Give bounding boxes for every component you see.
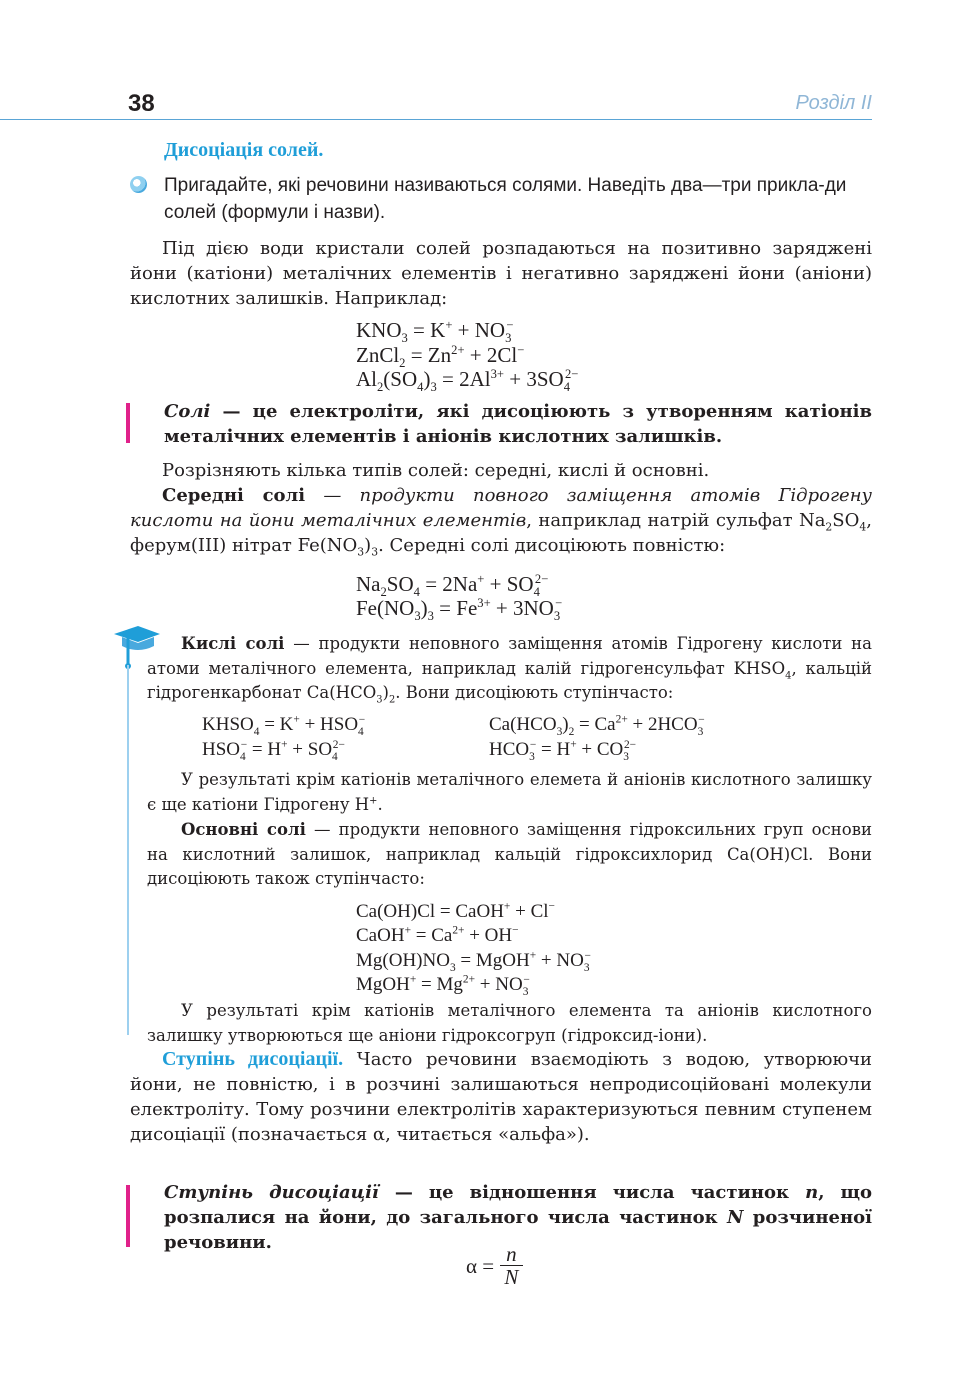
basic-salts-result: У результаті крім катіонів металічного елемента та аніонів кислотного залишку утворюються ще аніони гідроксогруп (гідроксид-іони). (147, 1001, 872, 1045)
medium-salts-text-b: , ферум(ІІІ) нітрат (130, 510, 872, 556)
definition-marker-2 (126, 1185, 130, 1247)
bullet-circle-icon (130, 176, 147, 193)
acid-salts-result: У результаті крім катіонів металічного елемета й аніонів кислотного залишку є ще катіони Гідрогену H+. (147, 770, 872, 814)
formula-na2so4: $Na_2SO_4 = 2Na^+ + SO_4^{2-}$ (356, 572, 549, 600)
section-title: Розділ ІІ (795, 92, 872, 114)
formula-cahco32: $Ca(HCO_3)_2 = Ca^{2+} + 2HCO_3^-$ (489, 713, 705, 738)
formula-hso4: $HSO_4^- = H^+ + SO_4^{2-}$ (202, 738, 345, 763)
symbol-N: N (726, 1207, 744, 1228)
symbol-n: n (805, 1182, 819, 1203)
acid-salts-paragraph: Кислі солі — продукти неповного заміщення атомів Гідрогену кислоти на атоми металічного елемента, наприклад калій гідрогенсульфат $KHSO_4$, кальцій гідрогенкарбонат $Ca(HCO_3)_2$. Вони дисоціюють ступінчасто: (147, 634, 873, 706)
formula-caohcl: Ca(OH)Cl = CaOH+ + Cl− (356, 900, 555, 922)
alpha-fraction (500, 1243, 523, 1288)
degree-definition-text-b: , що розпалися на йони, до загального числа частинок (164, 1182, 872, 1228)
basic-salts-term: Основні солі (181, 820, 306, 839)
basic-salts-paragraph: Основні солі — продукти неповного заміщення гідроксильних груп основи на кислотний залишок, наприклад кальцій гідроксихлорид Ca(OH)Cl. Вони дисоціюють також ступінчасто: (147, 820, 872, 888)
degree-heading: Ступінь дисоціації. (162, 1048, 344, 1070)
formula-caoh: CaOH+ = $Ca^{2+} + OH^-$ (356, 924, 519, 946)
formula-kno3: $KNO_3 = K^+ + NO_3^-$ (356, 318, 514, 346)
definition-term: Солі (164, 401, 211, 422)
formula-feno33: $Fe(NO_3)_3 = Fe^{3+} + 3NO_3^-$ (356, 596, 563, 624)
formula-mgohno3: $Mg(OH)NO_3$ = MgOH+ + $NO_3^-$ (356, 949, 591, 974)
fraction-denominator: N (504, 1265, 519, 1289)
formula-mgoh: MgOH+ = $Mg^{2+} + NO_3^-$ (356, 973, 530, 998)
salts-heading: Дисоціація солей. (164, 139, 324, 161)
degree-definition-text-a: — це відношення числа частинок (378, 1182, 806, 1203)
page-number: 38 (128, 90, 155, 117)
definition-text: — це електроліти, які дисоціюють з утворенням катіонів металічних елементів і аніонів кислотних залишків. (164, 401, 872, 447)
medium-salts-term: Середні солі (162, 485, 306, 506)
formula-khso4: $KHSO_4 = K^+ + HSO_4^-$ (202, 713, 366, 738)
salts-definition (164, 399, 872, 449)
fraction-numerator: n (500, 1243, 523, 1266)
header-rule (0, 119, 872, 120)
formula-al2so43: $Al_2(SO_4)_3 = 2Al^{3+} + 3SO_4^{2-}$ (356, 367, 579, 395)
medium-salts-text-c: . Середні солі дисоціюють повністю: (378, 535, 726, 556)
formula-hco3: $HCO_3^- = H^+ + CO_3^{2-}$ (489, 738, 637, 763)
alpha-formula (466, 1243, 523, 1288)
acid-salts-result-text: У результаті крім катіонів металічного елемета й аніонів кислотного залишку є ще катіони Гідрогену (147, 770, 872, 814)
alpha-formula-lhs: α = (466, 1253, 495, 1278)
medium-salts-paragraph: Середні солі — продукти повного заміщення атомів Гідрогену кислоти на йони металічних елементів, наприклад натрій сульфат $Na_2SO_4$, ферум(ІІІ) нітрат $Fe(NO_3)_3$. Середні солі дисоціюють повністю: (130, 485, 872, 559)
salt-types: Розрізняють кілька типів солей: середні, кислі й основні. (162, 460, 710, 481)
acid-salts-text-a: — продукти неповного заміщення атомів Гідрогену кислоти на атоми металічного елемента, наприклад калій гідрогенсульфат (147, 634, 872, 678)
acid-salts-term: Кислі солі (181, 634, 285, 653)
medium-salts-text-a: , наприклад натрій сульфат (526, 510, 799, 531)
degree-paragraph (130, 1047, 872, 1147)
reminder-text: Пригадайте, які речовини називаються солями. Наведіть два—три прикла-ди солей (формули і назви). (164, 175, 847, 223)
degree-text-a: Часто речовини взаємодіють з водою, утворюючи йони, не повністю, і в розчині залишаються непродисоційовані молекули електроліту. Тому розчини електролітів характеризуються певним ступенем дисоціації (позначається (130, 1049, 873, 1145)
formula-zncl2: ZnCl$_2$ = $Zn^{2+} + 2Cl^-$ (356, 343, 525, 371)
supplement-side-line (127, 665, 129, 1035)
acid-salts-text-c: . Вони дисоціюють ступінчасто: (395, 683, 674, 702)
alpha-symbol: α (372, 1124, 386, 1145)
basic-salts-text-a: — продукти неповного заміщення гідроксильних груп основи на кислотний залишок, наприклад кальцій гідроксихлорид (147, 820, 872, 864)
degree-definition-term: Ступінь дисоціації (164, 1182, 379, 1203)
basic-salts-text-b: . Вони дисоціюють також ступінчасто: (147, 844, 872, 888)
acid-salts-text-b: , кальцій гідрогенкарбонат (147, 658, 873, 702)
degree-text-b: , читається «альфа»). (385, 1124, 590, 1145)
intro-paragraph: Під дією води кристали солей розпадаються на позитивно заряджені йони (катіони) металічних елементів і негативно заряджені йони (аніони) кислотних залишків. Наприклад: (130, 238, 872, 309)
medium-salts-definition: — продукти повного заміщення атомів Гідрогену кислоти на йони металічних елементів (130, 485, 872, 531)
definition-marker (126, 403, 130, 443)
degree-definition-text-c: розчиненої речовини. (164, 1207, 872, 1253)
